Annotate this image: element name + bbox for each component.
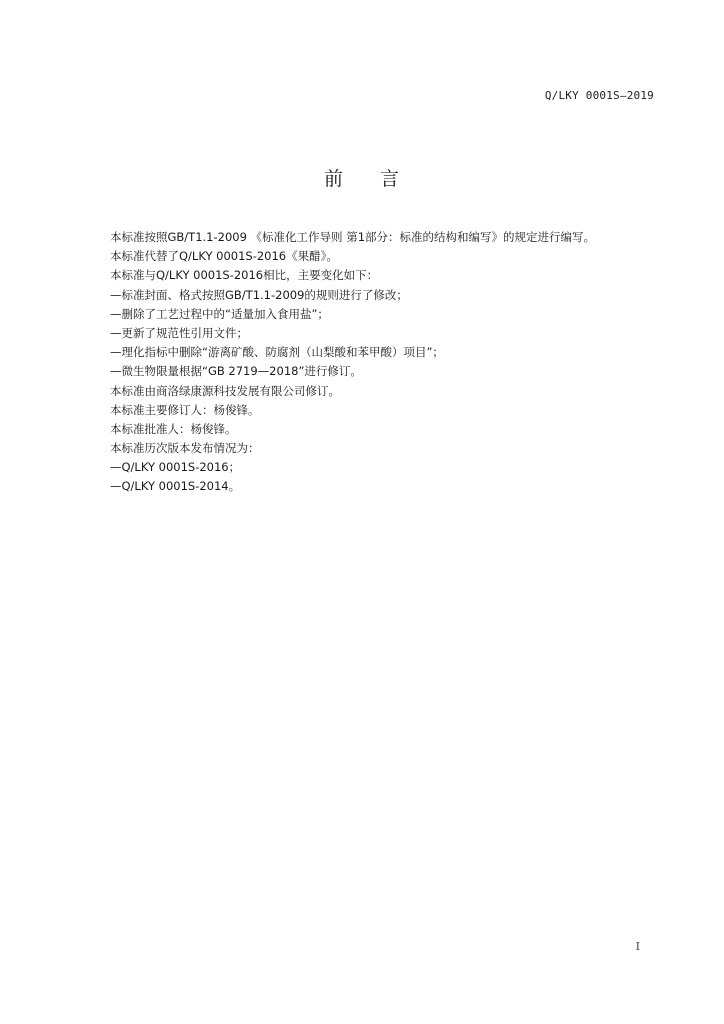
body-line: 本标准批准人：杨俊锋。 (110, 421, 237, 436)
body-line: 本标准历次版本发布情况为： (110, 441, 260, 456)
body-line: —Q/LKY 0001S-2016； (110, 460, 241, 475)
body-line: 本标准代替了Q/LKY 0001S-2016《果醋》。 (110, 249, 338, 264)
body-line: —Q/LKY 0001S-2014。 (110, 479, 241, 494)
body-line: —删除了工艺过程中的“适量加入食用盐”； (110, 306, 329, 321)
body-line: 本标准主要修订人：杨俊锋。 (110, 402, 260, 417)
page-number: I (635, 940, 640, 953)
title-char-1: 前 (323, 168, 344, 190)
body-line: —标准封面、格式按照GB/T1.1-2009的规则进行了修改； (110, 287, 408, 302)
body-line: 本标准由商洛绿康源科技发展有限公司修订。 (110, 383, 340, 398)
title-char-2: 言 (380, 168, 401, 190)
body-line: —更新了规范性引用文件； (110, 325, 248, 340)
document-code: Q/LKY 0001S—2019 (544, 89, 654, 102)
body-line: —理化指标中删除“游离矿酸、防腐剂（山梨酸和苯甲酸）项目”； (110, 345, 444, 360)
foreword-body (110, 228, 670, 497)
page-title (0, 164, 724, 191)
body-line: 本标准与Q/LKY 0001S-2016相比，主要变化如下： (110, 268, 379, 283)
body-line: —微生物限量根据“GB 2719—2018”进行修订。 (110, 364, 362, 379)
body-line: 本标准按照GB/T1.1-2009 《标准化工作导则 第1部分：标准的结构和编写》的规定进行编写。 (110, 230, 596, 244)
